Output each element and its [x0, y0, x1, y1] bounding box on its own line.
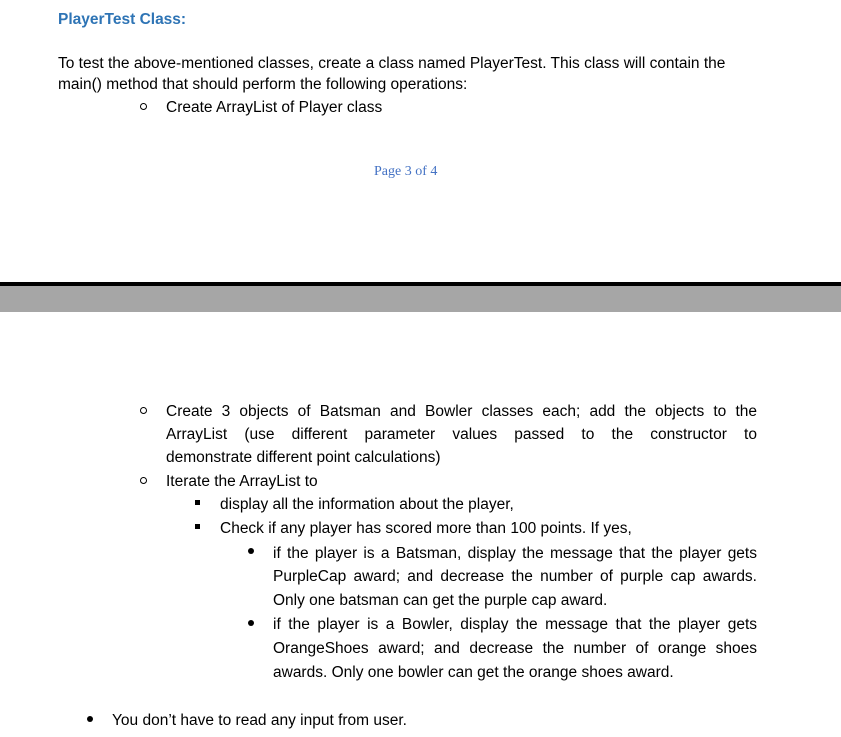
- square-bullet-icon: [195, 500, 200, 505]
- hollow-bullet-icon: [140, 407, 147, 414]
- round-bullet-icon: [248, 548, 254, 554]
- final-note: You don’t have to read any input from user.: [112, 712, 407, 729]
- page-gap: [0, 286, 841, 312]
- hollow-bullet-icon: [140, 103, 147, 110]
- step-create-objects-line-1: Create 3 objects of Batsman and Bowler classes each; add the objects to the: [166, 403, 757, 420]
- batsman-line-3: Only one batsman can get the purple cap award.: [273, 592, 608, 609]
- sub-display-info: display all the information about the player,: [220, 496, 514, 513]
- intro-line-2: main() method that should perform the following operations:: [58, 76, 468, 93]
- step-iterate: Iterate the ArrayList to: [166, 473, 318, 490]
- page-number: Page 3 of 4: [374, 164, 438, 179]
- hollow-bullet-icon: [140, 477, 147, 484]
- bowler-line-1: if the player is a Bowler, display the message that the player gets: [273, 616, 757, 633]
- batsman-line-1: if the player is a Batsman, display the message that the player gets: [273, 545, 757, 562]
- batsman-line-2: PurpleCap award; and decrease the number of purple cap awards.: [273, 568, 757, 585]
- step-create-arraylist: Create ArrayList of Player class: [166, 99, 383, 116]
- bowler-line-2: OrangeShoes award; and decrease the number of orange shoes: [273, 640, 757, 657]
- round-bullet-icon: [248, 620, 254, 626]
- sub-check-points: Check if any player has scored more than 100 points. If yes,: [220, 520, 632, 537]
- square-bullet-icon: [195, 524, 200, 529]
- step-create-objects-line-2: ArrayList (use different parameter values passed to the constructor to: [166, 426, 757, 443]
- bowler-line-3: awards. Only one bowler can get the orange shoes award.: [273, 664, 674, 681]
- step-create-objects-line-3: demonstrate different point calculations): [166, 449, 441, 466]
- round-bullet-icon: [87, 716, 93, 722]
- intro-line-1: To test the above-mentioned classes, create a class named PlayerTest. This class will contain the: [58, 55, 726, 72]
- section-heading: PlayerTest Class:: [58, 11, 187, 28]
